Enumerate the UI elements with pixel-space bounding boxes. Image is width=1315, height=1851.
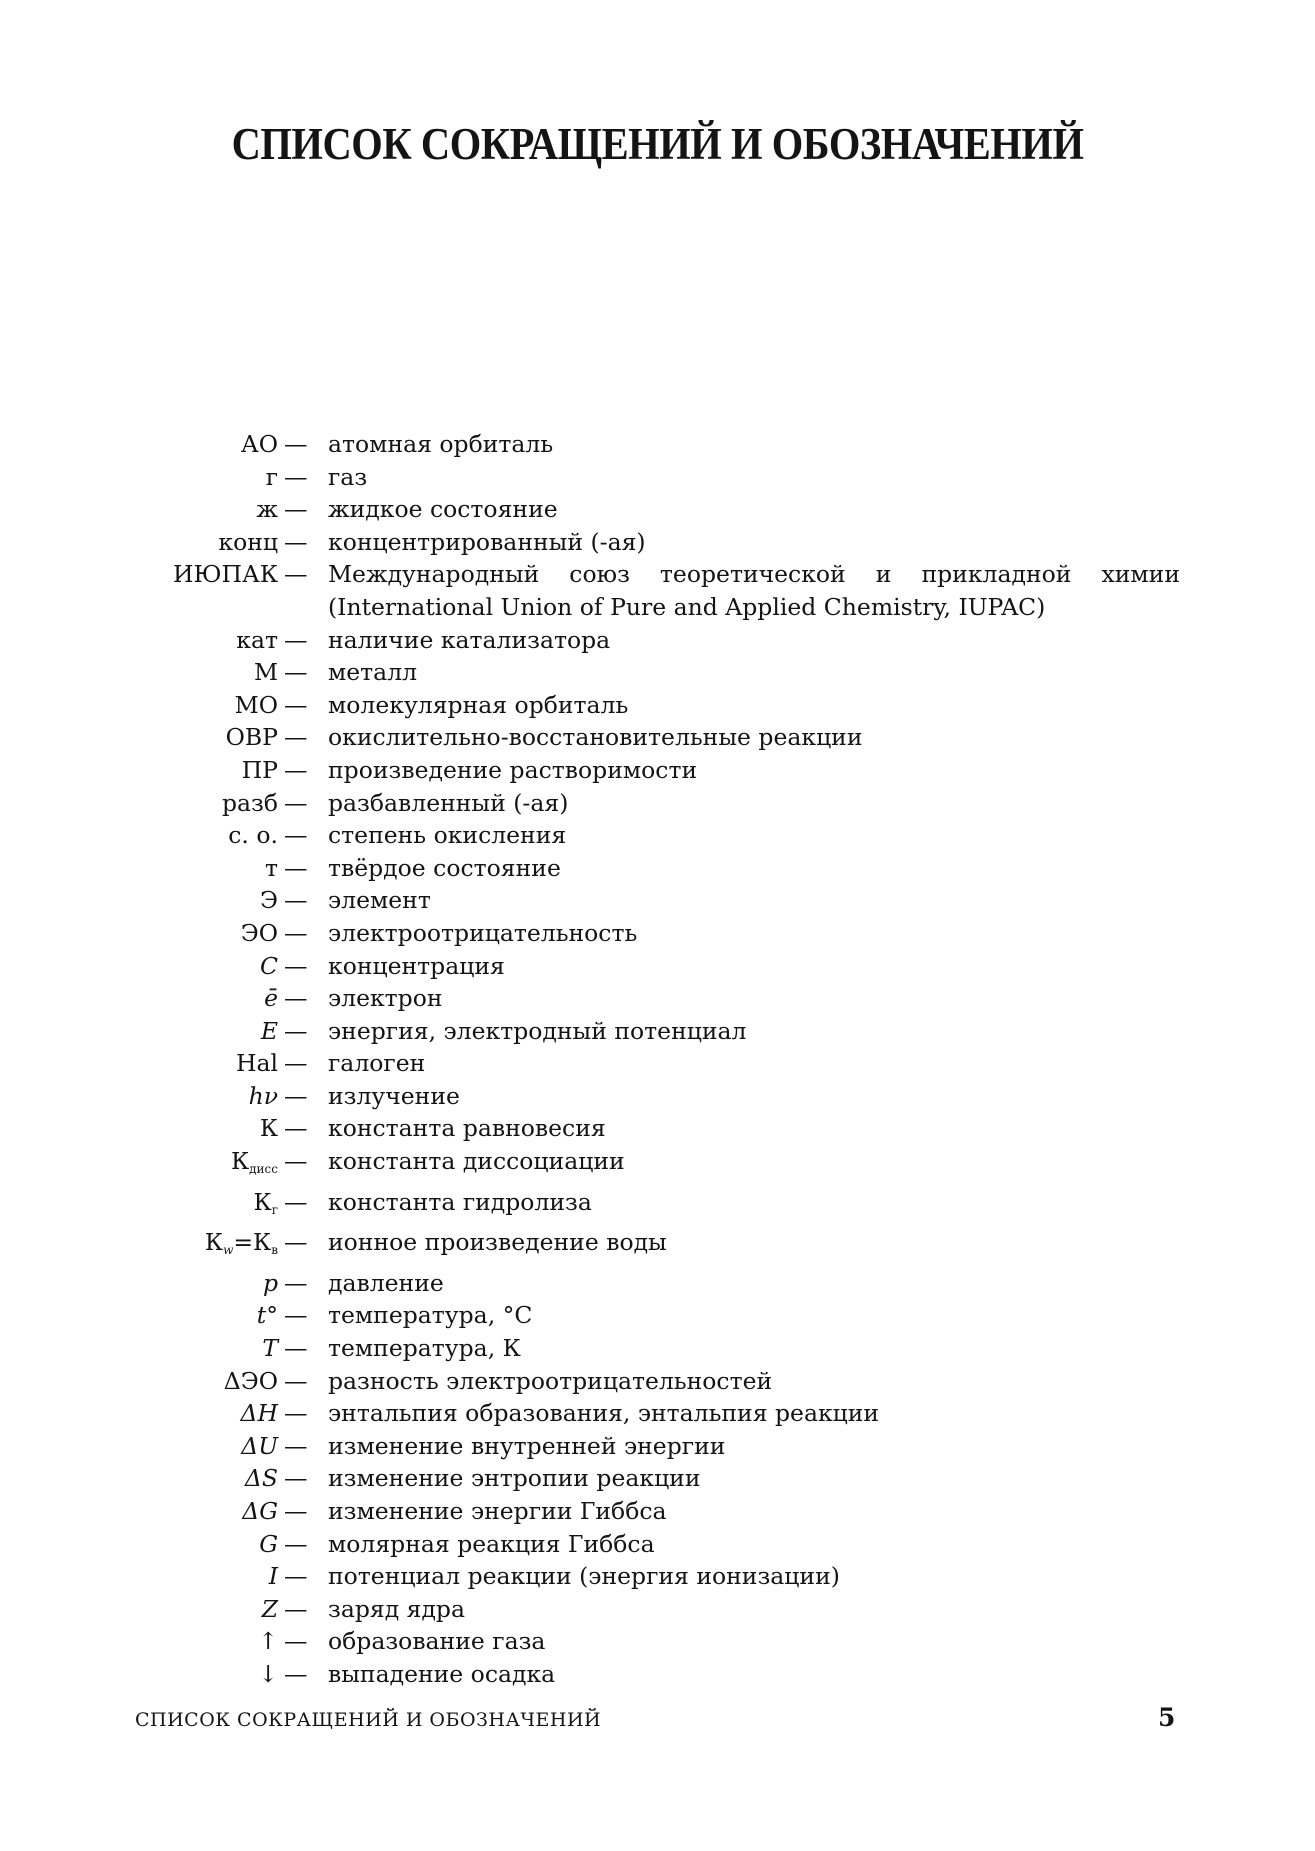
dash: — — [284, 690, 308, 719]
definition: ионное произведение воды — [328, 1228, 667, 1257]
dash: — — [284, 1562, 308, 1591]
dash: — — [284, 1081, 308, 1110]
abbreviation: ΔH — [240, 1399, 278, 1428]
definition: молекулярная орбиталь — [328, 690, 629, 719]
abbreviation: Э — [260, 886, 278, 915]
definition: Международный союз теоретической и прикладной химии (International Union of Pure and Applied Chemistry, IUPAC) — [328, 560, 1180, 621]
page-title: СПИСОК СОКРАЩЕНИЙ И ОБОЗНАЧЕНИЙ — [231, 119, 1084, 169]
definition: наличие катализатора — [328, 625, 611, 654]
list-item — [120, 558, 1180, 623]
abbreviation: М — [253, 658, 278, 687]
arrow-down-icon: ↓ — [258, 1659, 278, 1688]
list-item — [120, 1145, 1180, 1186]
abbreviation: t° — [256, 1301, 278, 1330]
dash: — — [284, 430, 308, 458]
abbreviation: T — [262, 1334, 278, 1363]
definition: жидкое состояние — [328, 495, 558, 524]
abbreviation-subscript: дисс — [249, 1162, 278, 1177]
definition: константа диссоциации — [328, 1147, 625, 1176]
list-item — [120, 982, 1180, 1015]
definition: степень окисления — [328, 821, 567, 850]
list-item — [120, 656, 1180, 689]
definition: давление — [328, 1268, 444, 1297]
definition: молярная реакция Гиббса — [328, 1529, 655, 1558]
list-item — [120, 461, 1180, 494]
dash: — — [284, 1594, 308, 1623]
dash: — — [284, 1228, 308, 1257]
list-item — [120, 1015, 1180, 1048]
abbreviation: Z — [261, 1594, 278, 1623]
definition: потенциал реакции (энергия ионизации) — [328, 1562, 840, 1591]
abbreviation: АО — [240, 430, 278, 458]
abbreviation-equals: =К — [233, 1228, 272, 1257]
definition: произведение растворимости — [328, 755, 698, 784]
abbreviation-subscript-2: в — [271, 1243, 278, 1258]
abbreviation — [120, 1145, 278, 1186]
definition: электрон — [328, 984, 443, 1013]
list-item — [120, 428, 1180, 461]
dash: — — [284, 1147, 308, 1176]
list-item — [120, 950, 1180, 983]
dash: — — [284, 1301, 308, 1330]
list-item — [120, 1658, 1180, 1691]
abbreviation: p — [262, 1268, 278, 1297]
definition: константа равновесия — [328, 1114, 606, 1143]
abbreviation: ЭО — [240, 918, 278, 947]
abbreviation: C — [260, 951, 278, 980]
list-item — [120, 689, 1180, 722]
definition: изменение энтропии реакции — [328, 1464, 701, 1493]
list-item — [120, 1625, 1180, 1658]
dash: — — [284, 918, 308, 947]
list-item — [120, 1332, 1180, 1365]
list-item — [120, 1430, 1180, 1463]
dash: — — [284, 984, 308, 1013]
dash: — — [284, 1497, 308, 1525]
dash: — — [284, 625, 308, 654]
dash: — — [284, 1431, 308, 1460]
abbreviation: конц — [218, 527, 278, 556]
abbreviation: ē — [264, 984, 278, 1013]
dash: — — [284, 495, 308, 524]
definition: энтальпия образования, энтальпия реакции — [328, 1399, 880, 1428]
definition: окислительно-восстановительные реакции — [328, 723, 863, 752]
abbreviation-subscript: г — [271, 1202, 278, 1217]
abbreviation-list — [120, 428, 1180, 1691]
list-item — [120, 1462, 1180, 1495]
abbreviation: кат — [236, 625, 278, 654]
list-item — [120, 1365, 1180, 1398]
dash: — — [284, 723, 308, 752]
dash: — — [284, 1464, 308, 1493]
abbreviation: ИЮПАК — [172, 560, 278, 589]
abbreviation: E — [260, 1016, 278, 1045]
dash: — — [284, 1529, 308, 1558]
dash: — — [284, 1659, 308, 1688]
list-item — [120, 1528, 1180, 1561]
list-item — [120, 1593, 1180, 1626]
list-item — [120, 1299, 1180, 1332]
list-item — [120, 787, 1180, 820]
dash: — — [284, 821, 308, 850]
abbreviation: ΔG — [242, 1497, 278, 1525]
dash: — — [284, 527, 308, 556]
dash: — — [284, 1016, 308, 1045]
definition: твёрдое состояние — [328, 853, 561, 882]
definition: электроотрицательность — [328, 918, 638, 947]
definition: образование газа — [328, 1627, 546, 1656]
definition: галоген — [328, 1049, 426, 1078]
dash: — — [284, 886, 308, 915]
definition: разбавленный (-ая) — [328, 788, 569, 817]
list-item — [120, 721, 1180, 754]
abbreviation: ΔЭО — [223, 1366, 278, 1395]
list-item — [120, 493, 1180, 526]
list-item — [120, 917, 1180, 950]
abbreviation-base: К — [204, 1228, 224, 1257]
dash: — — [284, 1366, 308, 1395]
abbreviation-subscript: w — [223, 1243, 234, 1258]
dash: — — [284, 853, 308, 882]
definition: излучение — [328, 1081, 460, 1110]
abbreviation: с. о. — [228, 821, 278, 850]
definition: концентрированный (-ая) — [328, 527, 646, 556]
list-item — [120, 526, 1180, 559]
list-item — [120, 624, 1180, 657]
abbreviation-base: К — [253, 1187, 272, 1216]
dash: — — [284, 462, 308, 491]
list-item — [120, 1267, 1180, 1300]
definition: газ — [328, 462, 368, 491]
definition: металл — [328, 658, 418, 687]
list-item — [120, 819, 1180, 852]
dash: — — [284, 788, 308, 817]
definition: изменение внутренней энергии — [328, 1431, 726, 1460]
abbreviation: ΔS — [244, 1464, 278, 1493]
list-item — [120, 754, 1180, 787]
abbreviation: I — [268, 1562, 278, 1591]
abbreviation: К — [259, 1114, 278, 1143]
definition: элемент — [328, 886, 431, 915]
dash: — — [284, 1334, 308, 1363]
dash: — — [284, 951, 308, 980]
dash: — — [284, 1399, 308, 1428]
abbreviation: Hal — [235, 1049, 278, 1078]
page-number: 5 — [1158, 1703, 1176, 1732]
list-item — [120, 1080, 1180, 1113]
definition: выпадение осадка — [328, 1659, 556, 1688]
definition: атомная орбиталь — [328, 430, 554, 458]
list-item — [120, 1560, 1180, 1593]
definition: разность электроотрицательностей — [328, 1366, 773, 1395]
list-item — [120, 1047, 1180, 1080]
running-footer-title: СПИСОК СОКРАЩЕНИЙ И ОБОЗНАЧЕНИЙ — [135, 1709, 602, 1731]
abbreviation — [120, 1186, 278, 1227]
definition: температура, °С — [328, 1301, 533, 1330]
dash: — — [284, 1268, 308, 1297]
definition: концентрация — [328, 951, 505, 980]
list-item — [120, 1112, 1180, 1145]
arrow-up-icon: ↑ — [258, 1627, 278, 1656]
abbreviation: разб — [221, 788, 278, 817]
list-item — [120, 852, 1180, 885]
list-item — [120, 1397, 1180, 1430]
definition: энергия, электродный потенциал — [328, 1016, 747, 1045]
abbreviation: т — [264, 853, 278, 882]
definition: заряд ядра — [328, 1594, 465, 1623]
abbreviation: ΔU — [241, 1431, 278, 1460]
list-item — [120, 884, 1180, 917]
abbreviation-base: К — [230, 1147, 250, 1176]
definition: константа гидролиза — [328, 1187, 592, 1216]
dash: — — [284, 755, 308, 784]
list-item — [120, 1186, 1180, 1227]
list-item — [120, 1495, 1180, 1528]
dash: — — [284, 1187, 308, 1216]
abbreviation: ж — [256, 495, 278, 524]
dash: — — [284, 1049, 308, 1078]
abbreviation: ОВР — [225, 723, 278, 752]
dash: — — [284, 1114, 308, 1143]
abbreviation: G — [259, 1529, 278, 1558]
abbreviation: hν — [248, 1081, 278, 1110]
definition: изменение энергии Гиббса — [328, 1497, 667, 1525]
abbreviation — [120, 1226, 278, 1267]
abbreviation: ПР — [241, 755, 278, 784]
dash: — — [284, 1627, 308, 1656]
abbreviation: МО — [234, 690, 278, 719]
definition: температура, К — [328, 1334, 521, 1363]
list-item — [120, 1226, 1180, 1267]
dash: — — [284, 560, 308, 589]
abbreviation: г — [265, 462, 278, 491]
dash: — — [284, 658, 308, 687]
